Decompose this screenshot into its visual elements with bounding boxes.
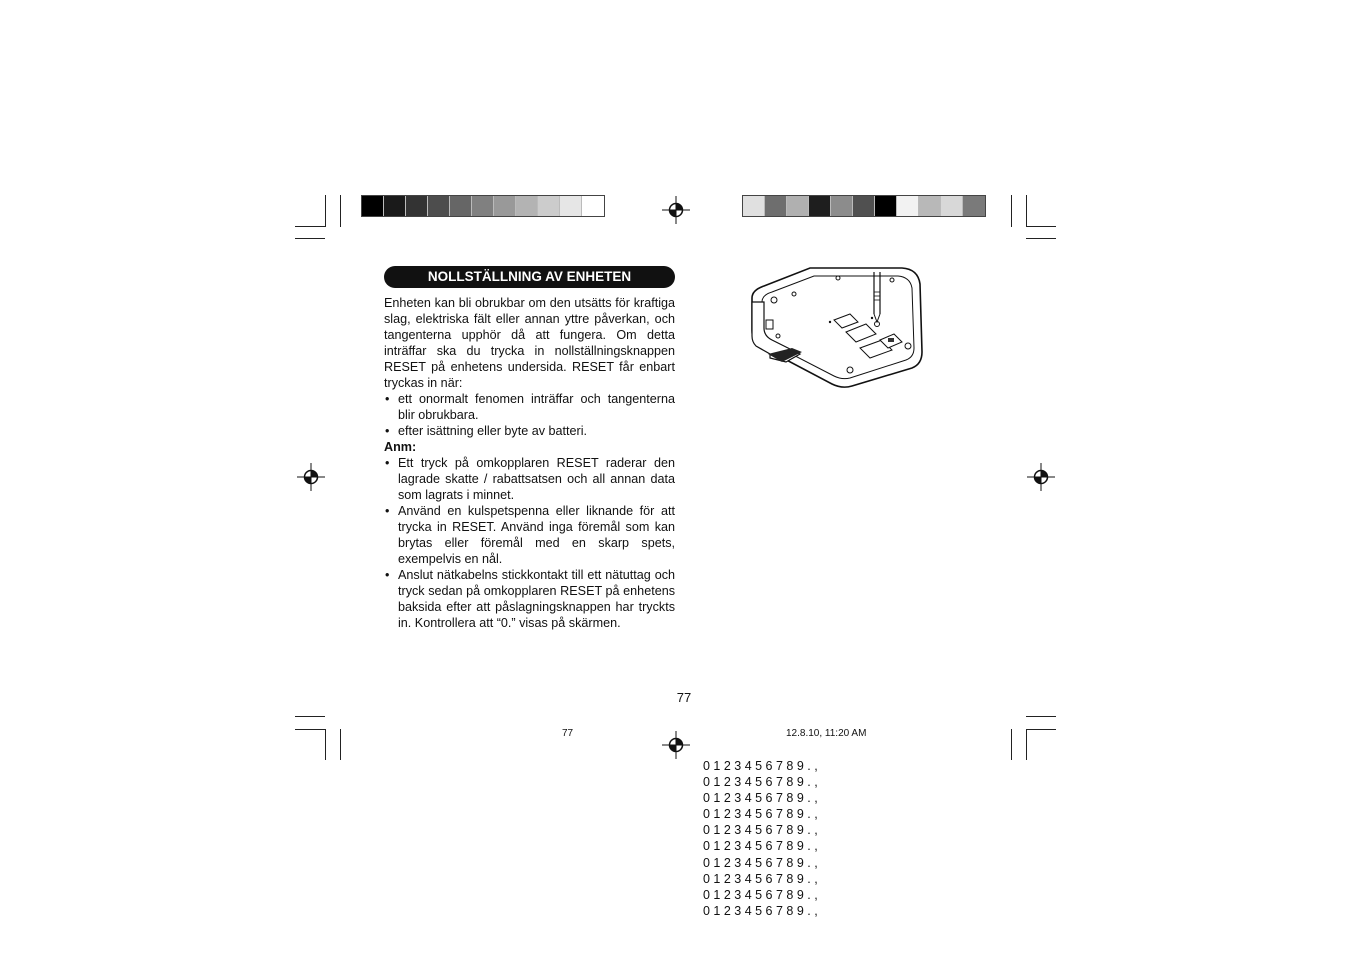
color-swatch [765, 196, 787, 216]
color-swatch [897, 196, 919, 216]
color-swatch [582, 196, 604, 216]
page-number: 77 [676, 690, 692, 705]
registration-mark-icon [297, 463, 325, 491]
footer-timestamp: 12.8.10, 11:20 AM [786, 728, 867, 739]
digit-row: 0 1 2 3 4 5 6 7 8 9 . , [703, 791, 818, 806]
crop-mark [295, 716, 325, 717]
registration-mark-icon [1027, 463, 1055, 491]
color-swatch [560, 196, 582, 216]
crop-mark [1011, 729, 1012, 760]
color-calibration-bar-right [742, 195, 986, 217]
list-item: • Ett tryck på omkopplaren RESET raderar den lagrade skatte / rabattsatsen och all annan data som lagrats i minnet. [385, 456, 675, 502]
crop-mark [295, 729, 325, 730]
section-title: NOLLSTÄLLNING AV ENHETEN [384, 266, 675, 288]
color-swatch [494, 196, 516, 216]
digit-row: 0 1 2 3 4 5 6 7 8 9 . , [703, 855, 818, 870]
color-swatch [853, 196, 875, 216]
digit-row: 0 1 2 3 4 5 6 7 8 9 . , [703, 887, 818, 902]
list-item: • efter isättning eller byte av batteri. [385, 424, 588, 438]
registration-mark-icon [662, 731, 690, 759]
crop-mark [325, 195, 326, 227]
crop-mark [1026, 729, 1027, 760]
crop-mark [1026, 195, 1027, 227]
digit-row: 0 1 2 3 4 5 6 7 8 9 . , [703, 903, 818, 918]
color-swatch [428, 196, 450, 216]
crop-mark [1011, 195, 1012, 227]
crop-mark [1026, 238, 1056, 239]
section-body [384, 295, 675, 631]
crop-mark [295, 238, 325, 239]
list-item: • Använd en kulspetspenna eller liknande för att trycka in RESET. Använd inga föremål som kan brytas eller föremål med en skarp spets, exempelvis en nål. [385, 504, 675, 566]
color-swatch [919, 196, 941, 216]
registration-mark-icon [662, 196, 690, 224]
digit-test-rows [703, 758, 818, 919]
color-swatch [875, 196, 897, 216]
color-swatch [787, 196, 809, 216]
crop-mark [340, 195, 341, 227]
calculator-underside-reset-icon [742, 262, 932, 392]
color-swatch [450, 196, 472, 216]
digit-row: 0 1 2 3 4 5 6 7 8 9 . , [703, 775, 818, 790]
digit-row: 0 1 2 3 4 5 6 7 8 9 . , [703, 839, 818, 854]
color-swatch [941, 196, 963, 216]
crop-mark [340, 729, 341, 760]
crop-mark [1026, 729, 1056, 730]
list-item: • Anslut nätkabelns stickkontakt till ett nätuttag och tryck sedan på omkopplaren RESET på enhetens baksida efter att påslagningsknappen har tryckts in. Kontrollera att “0.” visas på skärmen. [385, 568, 675, 630]
color-swatch [472, 196, 494, 216]
color-swatch [516, 196, 538, 216]
crop-mark [295, 226, 325, 227]
digit-row: 0 1 2 3 4 5 6 7 8 9 . , [703, 871, 818, 886]
color-swatch [384, 196, 406, 216]
intro-paragraph: Enheten kan bli obrukbar om den utsätts för kraftiga slag, elektriska fält eller annan yttre påverkan, och tangenterna upphör då att fungera. Om detta inträffar ska du trycka in nollställningsknappen RESET på enhetens undersida. RESET får enbart tryckas in när: [384, 296, 675, 390]
crop-mark [1026, 226, 1056, 227]
note-heading: Anm: [384, 440, 417, 454]
list-item: • ett onormalt fenomen inträffar och tangenterna blir obrukbara. [385, 392, 675, 422]
crop-mark [325, 729, 326, 760]
color-swatch [362, 196, 384, 216]
color-calibration-bar-left [361, 195, 605, 217]
color-swatch [809, 196, 831, 216]
footer-page-ref: 77 [562, 728, 574, 739]
digit-row: 0 1 2 3 4 5 6 7 8 9 . , [703, 759, 818, 773]
digit-row: 0 1 2 3 4 5 6 7 8 9 . , [703, 823, 818, 838]
color-swatch [538, 196, 560, 216]
color-swatch [963, 196, 985, 216]
crop-mark [1026, 716, 1056, 717]
color-swatch [743, 196, 765, 216]
digit-row: 0 1 2 3 4 5 6 7 8 9 . , [703, 807, 818, 822]
color-swatch [406, 196, 428, 216]
color-swatch [831, 196, 853, 216]
